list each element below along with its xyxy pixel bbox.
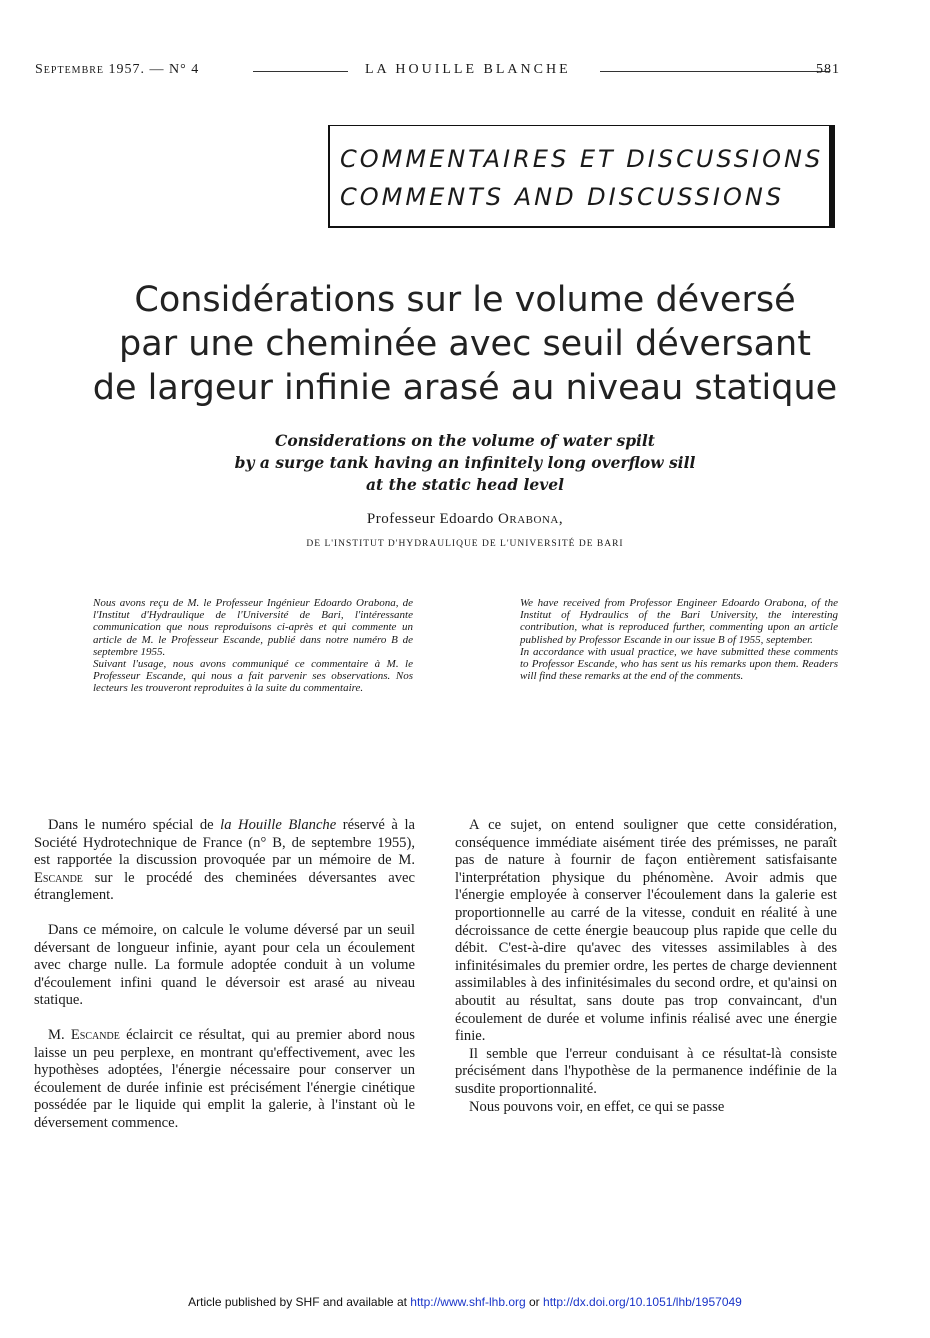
author-line bbox=[100, 511, 830, 528]
body-paragraph: Il semble que l'erreur conduisant à ce résultat-là consiste précisément dans l'hypothèse de la permanence indéfinie de la susdite proportionnalité. bbox=[455, 1045, 837, 1097]
person-name: Escande bbox=[34, 869, 83, 886]
section-box-right-bar bbox=[829, 125, 835, 228]
person-name: Escande bbox=[70, 1026, 120, 1043]
issue-date: Septembre 1957. bbox=[35, 62, 146, 77]
article-subtitle bbox=[150, 430, 780, 496]
author-prefix: Professeur Edoardo bbox=[366, 511, 499, 527]
text-run: réservé à la Société Hydrotechnique de France (n° B, de septembre 1955), est rapportée la discussion provoquée par un mémoire de M. bbox=[34, 817, 415, 869]
author-surname: Orabona, bbox=[498, 511, 564, 527]
footer-text: or bbox=[525, 1295, 544, 1309]
header-rule-left bbox=[253, 71, 348, 72]
text-run: éclaircit ce résultat, qui au premier abord nous laisse un peu perplexe, en montrant qu'effectivement, avec les hypothèses adoptées, l'énergie nécessaire pour conserver un écoulement de durée infinie est précisément l'énergie cinétique possédée par le liquide qui emplit la galerie, à l'instant où le déversement commence. bbox=[34, 1026, 415, 1131]
body-column-left bbox=[34, 817, 415, 1133]
author-affiliation: DE L'INSTITUT D'HYDRAULIQUE DE L'UNIVERSITÉ DE BARI bbox=[306, 539, 624, 549]
article-title bbox=[20, 278, 910, 410]
section-heading-box bbox=[328, 125, 834, 228]
body-paragraph: Dans ce mémoire, on calcule le volume déversé par un seuil déversant de longueur infinie, ayant pour cela un écoulement avec charge nulle. La formule adoptée conduit à un volume d'écoulement infini quand le déversoir est arasé au niveau statique. bbox=[34, 921, 415, 1009]
editorial-note-fr-para: Suivant l'usage, nous avons communiqué ce commentaire à M. le Professeur Escande, qui nous a fait parvenir ses observations. Nos lecteurs les trouveront reproduites à la suite du commentaire. bbox=[93, 658, 413, 695]
title-line-1: Considérations sur le volume déversé bbox=[134, 280, 796, 320]
body-paragraph: Nous pouvons voir, en effet, ce qui se passe bbox=[469, 1098, 725, 1115]
subtitle-line-3: at the static head level bbox=[365, 475, 564, 494]
text-run: sur le procédé des cheminées déversantes avec étranglement. bbox=[34, 869, 415, 904]
journal-name: LA HOUILLE BLANCHE bbox=[365, 62, 571, 77]
journal-reference: la Houille Blanche bbox=[220, 817, 337, 833]
publication-footer bbox=[0, 1295, 930, 1309]
section-heading-fr: COMMENTAIRES ET DISCUSSIONS bbox=[340, 145, 824, 173]
text-run: M. bbox=[48, 1026, 71, 1043]
editorial-note-fr bbox=[93, 597, 413, 695]
subtitle-line-1: Considerations on the volume of water spilt bbox=[275, 431, 655, 450]
header-rule-right bbox=[600, 71, 830, 72]
body-column-right bbox=[455, 817, 837, 1116]
editorial-note-en bbox=[520, 597, 838, 682]
title-line-3: de largeur infinie arasé au niveau statique bbox=[92, 368, 838, 408]
text-run: Dans le numéro spécial de bbox=[48, 817, 221, 833]
shf-link[interactable]: http://www.shf-lhb.org bbox=[410, 1295, 526, 1309]
issue-number: — N° 4 bbox=[149, 62, 200, 77]
section-heading-en: COMMENTS AND DISCUSSIONS bbox=[340, 183, 785, 211]
editorial-note-en-para: We have received from Professor Engineer Edoardo Orabona, of the Institut of Hydraulics of the Bari University, the interesting contribution, what is reproduced further, commenting upon an article published by Professor Escande in our issue B of 1955, september. bbox=[520, 597, 838, 646]
editorial-note-fr-para: Nous avons reçu de M. le Professeur Ingénieur Edoardo Orabona, de l'Institut d'Hydraulique de l'Université de Bari, l'intéressante communication que nous reproduisons ci-après et qui commente un article de M. le Professeur Escande, publié dans notre numéro B de septembre 1955. bbox=[93, 597, 413, 658]
body-paragraph bbox=[34, 817, 415, 905]
subtitle-line-2: by a surge tank having an infinitely long overflow sill bbox=[234, 453, 696, 472]
body-paragraph bbox=[34, 1027, 415, 1133]
editorial-note-en-para: In accordance with usual practice, we have submitted these comments to Professor Escande, who has sent us his remarks upon them. Readers will find these remarks at the end of the comments. bbox=[520, 645, 838, 683]
doi-link[interactable]: http://dx.doi.org/10.1051/lhb/1957049 bbox=[543, 1295, 742, 1309]
body-paragraph: A ce sujet, on entend souligner que cette considération, conséquence immédiate aisément tirée des prémisses, ne paraît pas de nature à fournir de façon entièrement satisfaisante l'interprétation physique du phénomène. Avoir admis que l'énergie employée à conserver l'écoulement dans la galerie est proportionnelle au carré de la vitesse, conduit en réalité à une décroissance de cette énergie beaucoup plus rapide que celle du débit. C'est-à-dire qu'avec des vitesses assimilables à des infinitésimales du premier ordre, les pertes de charge deviennent assimilables à des infinitésimales du second ordre, et qu'ainsi on aboutit au résultat, sans doute pas trop convaincant, d'un écoulement de durée et volume infinis réalisé avec une énergie finie. bbox=[455, 817, 837, 1045]
page-number: 581 bbox=[816, 62, 840, 77]
footer-text: Article published by SHF and available at bbox=[188, 1295, 411, 1309]
running-header bbox=[35, 62, 840, 82]
issue-info bbox=[35, 62, 199, 78]
title-line-2: par une cheminée avec seuil déversant bbox=[119, 324, 811, 364]
